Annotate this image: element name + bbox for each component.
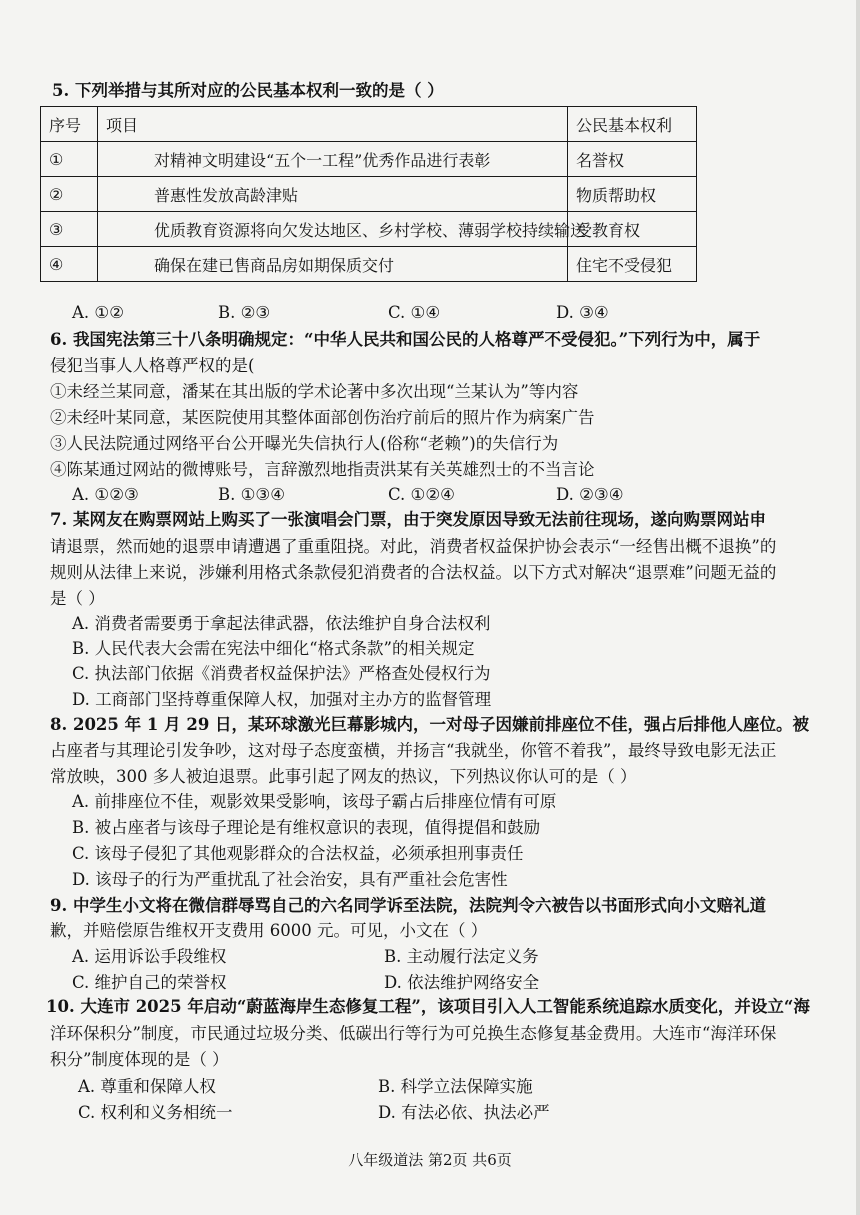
table-row bbox=[41, 142, 697, 177]
q5-option-c: C. ①④ bbox=[388, 303, 441, 322]
row-right: 物质帮助权 bbox=[568, 177, 697, 212]
row-right: 住宅不受侵犯 bbox=[568, 247, 697, 282]
q5-option-d: D. ③④ bbox=[556, 303, 609, 322]
q5-stem: 5. 下列举措与其所对应的公民基本权利一致的是（ ） bbox=[52, 81, 444, 100]
q10-option-c: C. 权利和义务相统一 bbox=[78, 1103, 233, 1122]
table-row bbox=[41, 212, 697, 247]
row-number: ④ bbox=[41, 247, 98, 282]
q7-stem-line-3: 规则从法律上来说，涉嫌利用格式条款侵犯消费者的合法权益。以下方式对解决“退票难”问题无益的 bbox=[50, 563, 777, 582]
q8-stem-line-2: 占座者与其理论引发争吵，这对母子态度蛮横，并扬言“我就坐，你管不着我”，最终导致电影无法正 bbox=[50, 741, 777, 760]
q6-option-d: D. ②③④ bbox=[556, 485, 624, 504]
q6-option-c: C. ①②④ bbox=[388, 485, 455, 504]
q8-option-a: A. 前排座位不佳，观影效果受影响，该母子霸占后排座位情有可原 bbox=[72, 792, 557, 811]
row-right: 受教育权 bbox=[568, 212, 697, 247]
q6-option-a: A. ①②③ bbox=[72, 485, 139, 504]
row-right: 名誉权 bbox=[568, 142, 697, 177]
q6-statement-3: ③人民法院通过网络平台公开曝光失信执行人(俗称“老赖”)的失信行为 bbox=[50, 434, 559, 453]
q9-option-a: A. 运用诉讼手段维权 bbox=[72, 947, 227, 966]
q6-statement-2: ②未经叶某同意，某医院使用其整体面部创伤治疗前后的照片作为病案广告 bbox=[50, 408, 595, 427]
q7-stem-line-4: 是（ ） bbox=[50, 589, 105, 608]
table-row bbox=[41, 247, 697, 282]
table-row bbox=[41, 177, 697, 212]
q7-stem-line-2: 请退票，然而她的退票申请遭遇了重重阻挠。对此，消费者权益保护协会表示“一经售出概不退换”的 bbox=[50, 537, 777, 556]
q7-option-c: C. 执法部门依据《消费者权益保护法》严格查处侵权行为 bbox=[72, 664, 491, 683]
q7-option-a: A. 消费者需要勇于拿起法律武器，依法维护自身合法权利 bbox=[72, 614, 491, 633]
header-item: 项目 bbox=[98, 107, 568, 142]
q10-option-d: D. 有法必依、执法必严 bbox=[378, 1103, 550, 1122]
q8-option-d: D. 该母子的行为严重扰乱了社会治安，具有严重社会危害性 bbox=[72, 870, 508, 889]
q10-stem-line-2: 洋环保积分”制度，市民通过垃圾分类、低碳出行等行为可兑换生态修复基金费用。大连市“海洋环保 bbox=[50, 1024, 777, 1043]
q7-stem-line-1: 7. 某网友在购票网站上购买了一张演唱会门票，由于突发原因导致无法前往现场，遂向购票网站申 bbox=[50, 510, 766, 529]
q9-stem-line-1: 9. 中学生小文将在微信群辱骂自己的六名同学诉至法院，法院判令六被告以书面形式向小文赔礼道 bbox=[50, 896, 766, 915]
q6-option-b: B. ①③④ bbox=[218, 485, 285, 504]
q8-stem-line-1: 8. 2025 年 1 月 29 日，某环球激光巨幕影城内，一对母子因嫌前排座位不佳，强占后排他人座位。被 bbox=[50, 715, 810, 734]
row-item: 对精神文明建设“五个一工程”优秀作品进行表彰 bbox=[98, 142, 568, 177]
header-right: 公民基本权利 bbox=[568, 107, 697, 142]
q10-option-b: B. 科学立法保障实施 bbox=[378, 1077, 533, 1096]
q8-stem-line-3: 常放映，300 多人被迫退票。此事引起了网友的热议，下列热议你认可的是（ ） bbox=[50, 767, 637, 786]
q7-option-b: B. 人民代表大会需在宪法中细化“格式条款”的相关规定 bbox=[72, 639, 475, 658]
q9-option-c: C. 维护自己的荣誉权 bbox=[72, 973, 227, 992]
q6-statement-1: ①未经兰某同意，潘某在其出版的学术论著中多次出现“兰某认为”等内容 bbox=[50, 382, 579, 401]
row-item: 优质教育资源将向欠发达地区、乡村学校、薄弱学校持续输送 bbox=[98, 212, 568, 247]
q6-stem-line-1: 6. 我国宪法第三十八条明确规定：“中华人民共和国公民的人格尊严不受侵犯。”下列行为中，属于 bbox=[50, 330, 761, 349]
q5-option-b: B. ②③ bbox=[218, 303, 271, 322]
q6-stem-line-2: 侵犯当事人人格尊严权的是( bbox=[50, 356, 255, 375]
q8-option-b: B. 被占座者与该母子理论是有维权意识的表现，值得提倡和鼓励 bbox=[72, 818, 541, 837]
q9-option-d: D. 依法维护网络安全 bbox=[384, 973, 540, 992]
row-item: 普惠性发放高龄津贴 bbox=[98, 177, 568, 212]
q7-option-d: D. 工商部门坚持尊重保障人权，加强对主办方的监督管理 bbox=[72, 690, 492, 709]
q8-option-c: C. 该母子侵犯了其他观影群众的合法权益，必须承担刑事责任 bbox=[72, 844, 524, 863]
row-number: ① bbox=[41, 142, 98, 177]
page-edge bbox=[856, 0, 860, 1215]
q10-stem-line-3: 积分”制度体现的是（ ） bbox=[50, 1050, 229, 1069]
table-header-row bbox=[41, 107, 697, 142]
row-number: ③ bbox=[41, 212, 98, 247]
row-number: ② bbox=[41, 177, 98, 212]
q6-statement-4: ④陈某通过网站的微博账号，言辞激烈地指责洪某有关英雄烈士的不当言论 bbox=[50, 460, 595, 479]
row-item: 确保在建已售商品房如期保质交付 bbox=[98, 247, 568, 282]
q5-rights-table bbox=[40, 106, 697, 282]
q5-option-a: A. ①② bbox=[72, 303, 124, 322]
page-footer: 八年级道法 第2页 共6页 bbox=[348, 1151, 512, 1169]
q9-option-b: B. 主动履行法定义务 bbox=[384, 947, 539, 966]
q10-stem-line-1: 10. 大连市 2025 年启动“蔚蓝海岸生态修复工程”，该项目引入人工智能系统追踪水质变化，并设立“海 bbox=[46, 997, 810, 1016]
header-number: 序号 bbox=[41, 107, 98, 142]
q10-option-a: A. 尊重和保障人权 bbox=[78, 1077, 216, 1096]
q9-stem-line-2: 歉，并赔偿原告维权开支费用 6000 元。可见，小文在（ ） bbox=[50, 921, 488, 940]
